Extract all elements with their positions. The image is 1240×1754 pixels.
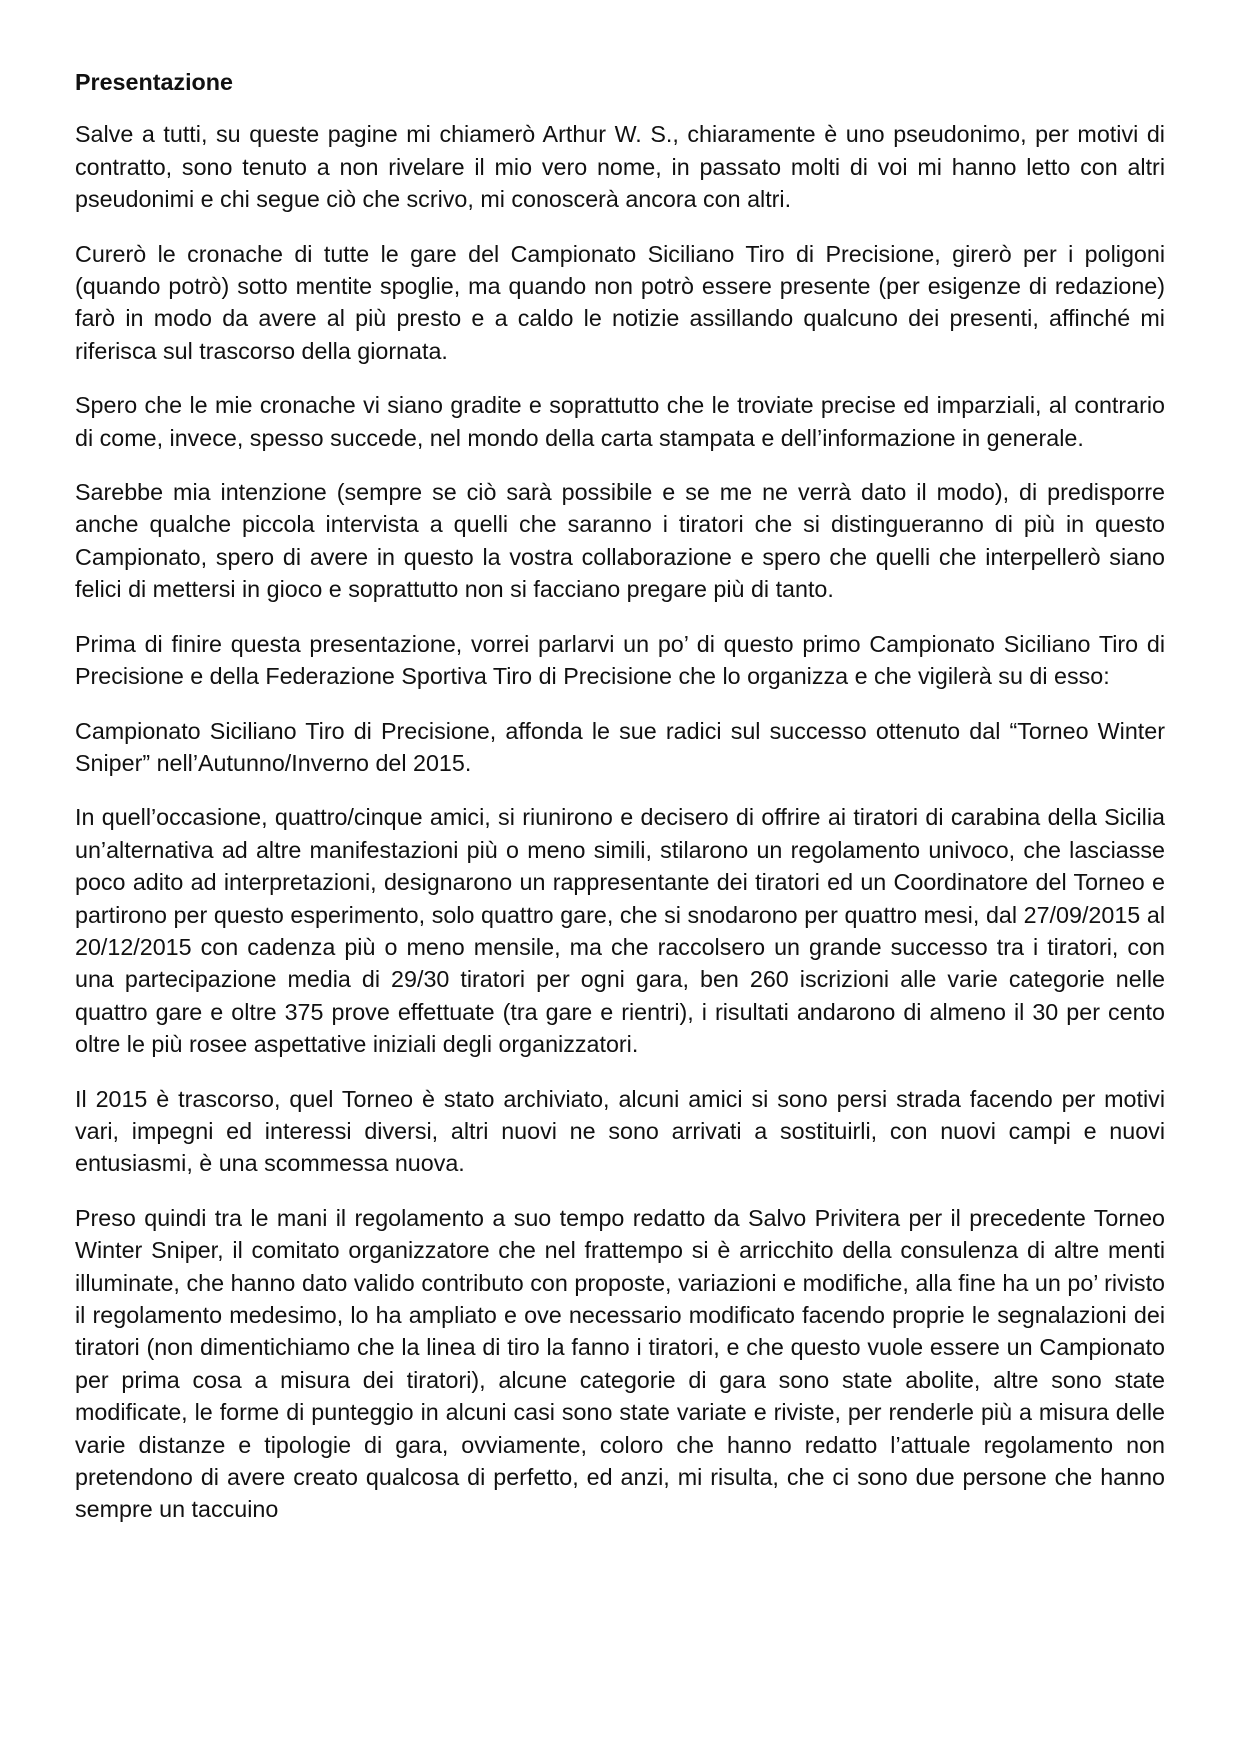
paragraph-hope: Spero che le mie cronache vi siano gradite e soprattutto che le troviate precise ed imparziali, al contrario di come, invece, spesso succede, nel mondo della carta stampata e dell’informazione in generale. bbox=[75, 392, 1165, 451]
page-title: Presentazione bbox=[75, 69, 233, 95]
paragraph-origins: Campionato Siciliano Tiro di Precisione, affonda le sue radici sul successo ottenuto dal “Torneo Winter Sniper” nell’Autunno/Inverno del 2015. bbox=[75, 717, 1165, 776]
paragraph-intro: Salve a tutti, su queste pagine mi chiamerò Arthur W. S., chiaramente è uno pseudonimo, per motivi di contratto, sono tenuto a non rivelare il mio vero nome, in passato molti di voi mi hanno letto con altri pseudonimi e chi segue ciò che scrivo, mi conoscerà ancora con altri. bbox=[75, 121, 1165, 213]
paragraph-interviews: Sarebbe mia intenzione (sempre se ciò sarà possibile e se me ne verrà dato il modo), di predisporre anche qualche piccola intervista a quelli che saranno i tiratori che si distingueranno di più in questo Campionato, spero di avere in questo la vostra collaborazione e spero che quelli che interpellerò siano felici di mettersi in gioco e soprattutto non si facciano pregare più di tanto. bbox=[75, 479, 1165, 603]
document-page bbox=[75, 66, 1165, 1548]
paragraph-regulation: Preso quindi tra le mani il regolamento a suo tempo redatto da Salvo Privitera per il precedente Torneo Winter Sniper, il comitato organizzatore che nel frattempo si è arricchito della consulenza di altre menti illuminate, che hanno dato valido contributo con proposte, variazioni e modifiche, alla fine ha un po’ rivisto il regolamento medesimo, lo ha ampliato e ove necessario modificato facendo proprie le segnalazioni dei tiratori (non dimentichiamo che la linea di tiro la fanno i tiratori, e che questo vuole essere un Campionato per prima cosa a misura dei tiratori), alcune categorie di gara sono state abolite, altre sono state modificate, le forme di punteggio in alcuni casi sono state variate e riviste, per renderle più a misura delle varie distanze e tipologie di gara, ovviamente, coloro che hanno redatto l’attuale regolamento non pretendono di avere creato qualcosa di perfetto, ed anzi, mi risulta, che ci sono due persone che hanno sempre un taccuino bbox=[75, 1204, 1165, 1523]
paragraph-first-tournament: In quell’occasione, quattro/cinque amici, si riunirono e decisero di offrire ai tiratori di carabina della Sicilia un’alternativa ad altre manifestazioni più o meno simili, stilarono un regolamento univoco, che lasciasse poco adito ad interpretazioni, designarono un rappresentante dei tiratori ed un Coordinatore del Torneo e partirono per questo esperimento, solo quattro gare, che si snodarono per quattro mesi, dal 27/09/2015 al 20/12/2015 con cadenza più o meno mensile, ma che raccolsero un grande successo tra i tiratori, con una partecipazione media di 29/30 tiratori per ogni gara, ben 260 iscrizioni alle varie categorie nelle quattro gare e oltre 375 prove effettuate (tra gare e rientri), i risultati andarono di almeno il 30 per cento oltre le più rosee aspettative iniziali degli organizzatori. bbox=[75, 804, 1165, 1058]
paragraph-2015: Il 2015 è trascorso, quel Torneo è stato archiviato, alcuni amici si sono persi strada facendo per motivi vari, impegni ed interessi diversi, altri nuovi ne sono arrivati a sostituirli, con nuovi campi e nuovi entusiasmi, è una scommessa nuova. bbox=[75, 1085, 1165, 1177]
paragraph-federation: Prima di finire questa presentazione, vorrei parlarvi un po’ di questo primo Campionato Siciliano Tiro di Precisione e della Federazione Sportiva Tiro di Precisione che lo organizza e che vigilerà su di esso: bbox=[75, 630, 1165, 690]
paragraph-chronicles: Curerò le cronache di tutte le gare del Campionato Siciliano Tiro di Precisione, girerò per i poligoni (quando potrò) sotto mentite spoglie, ma quando non potrò essere presente (per esigenze di redazione) farò in modo da avere al più presto e a caldo le notizie assillando qualcuno dei presenti, affinché mi riferisca sul trascorso della giornata. bbox=[75, 240, 1165, 364]
